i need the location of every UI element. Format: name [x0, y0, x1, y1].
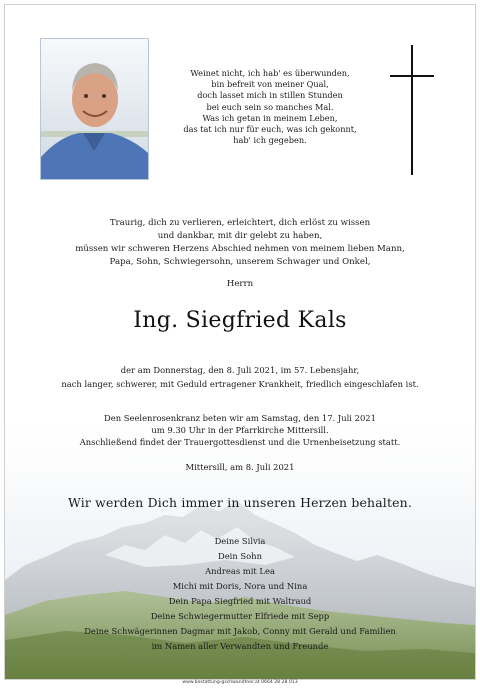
death-notice [5, 363, 475, 391]
poem-line: Weinet nicht, ich hab' es überwunden, [190, 68, 350, 78]
deceased-name: Ing. Siegfried Kals [133, 308, 347, 333]
announcement-line: müssen wir schweren Herzens Abschied nehmen von meinem lieben Mann, [75, 244, 405, 254]
service-info [5, 412, 475, 448]
announcement-line: und dankbar, mit dir gelebt zu haben, [157, 231, 323, 241]
parte-card [4, 4, 476, 680]
poem-line: das tat ich nur für euch, was ich gekonnt, [183, 124, 357, 135]
poem [155, 68, 385, 146]
portrait-photo [40, 38, 149, 180]
mourner-line: Dein Sohn [218, 551, 262, 561]
latin-cross-icon [390, 45, 434, 175]
poem-line: bei euch sein so manches Mal. [206, 101, 334, 112]
mourner-line: Dein Papa Siegfried mit Waltraud [168, 596, 312, 606]
service-line: um 9.30 Uhr in der Pfarrkirche Mittersill. [151, 425, 329, 435]
poem-line: doch lasset mich in stillen Stunden [197, 90, 343, 101]
poem-line: bin befreit von meiner Qual, [211, 79, 329, 90]
motto: Wir werden Dich immer in unseren Herzen behalten. [68, 495, 412, 510]
announcement-line: Traurig, dich zu verlieren, erleichtert, dich erlöst zu wissen [109, 218, 371, 228]
place-date: Mittersill, am 8. Juli 2021 [185, 462, 295, 472]
service-line: Anschließend findet der Trauergottesdienst und die Urnenbeisetzung statt. [79, 437, 401, 447]
death-notice-line: nach langer, schwerer, mit Geduld ertragener Krankheit, friedlich eingeschlafen ist. [61, 379, 419, 389]
mourner-line: Michi mit Doris, Nora und Nina [172, 581, 308, 591]
mourner-line: Deine Silvia [214, 536, 266, 546]
mourner-line: Deine Schwiegermutter Elfriede mit Sepp [150, 611, 330, 621]
service-line: Den Seelenrosenkranz beten wir am Samstag, den 17. Juli 2021 [104, 413, 376, 423]
poem-line: Was ich getan in meinem Leben, [202, 112, 338, 123]
salutation: Herrn [226, 279, 254, 289]
mourner-line: Andreas mit Lea [205, 566, 275, 576]
mourner-line: Deine Schwägerinnen Dagmar mit Jakob, Conny mit Gerald und Familien [84, 626, 396, 636]
mourner-line: im Namen aller Verwandten und Freunde [151, 641, 329, 651]
footer-contact: www.bestattung-gschwandtner.at 0664 28 28 013 [182, 680, 298, 685]
announcement-line: Papa, Sohn, Schwiegersohn, unserem Schwager und Onkel, [109, 257, 371, 267]
mourners-list [5, 534, 475, 654]
announcement-text [25, 217, 455, 269]
death-notice-line: der am Donnerstag, den 8. Juli 2021, im 57. Lebensjahr, [120, 365, 360, 375]
poem-line: hab' ich gegeben. [233, 135, 307, 146]
